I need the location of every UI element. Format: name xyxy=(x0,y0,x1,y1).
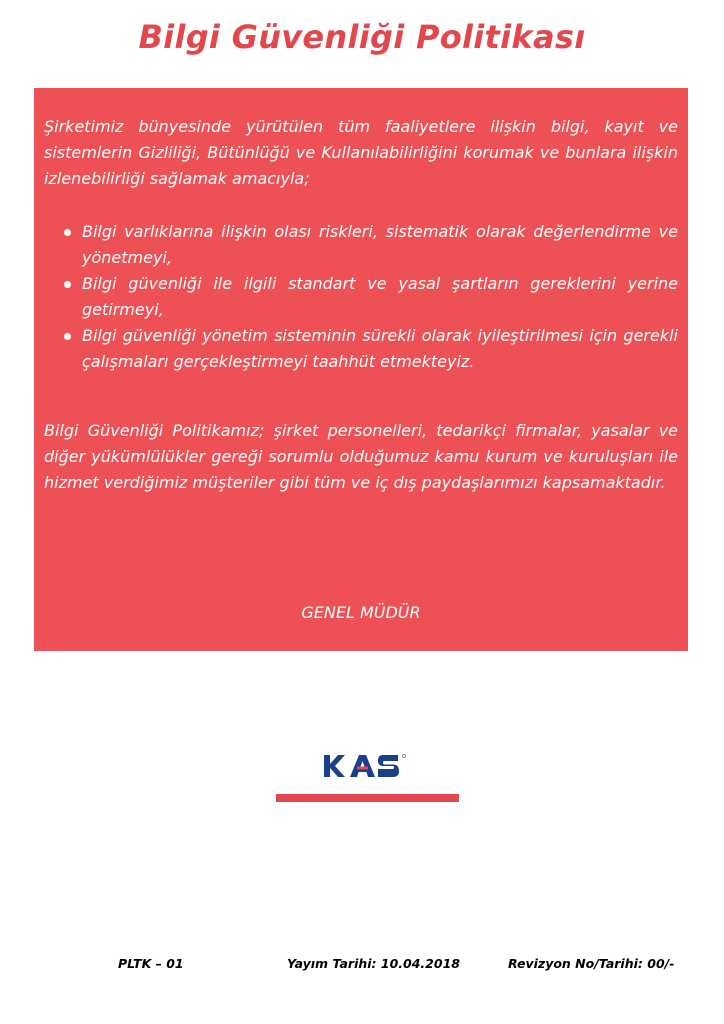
bullet-text: Bilgi güvenliği ile ilgili standart ve yasal şartların gereklerini yerine getirmeyi, xyxy=(82,274,678,319)
signature: GENEL MÜDÜR xyxy=(301,603,421,622)
footer-doc-number: PLTK – 01 xyxy=(118,956,184,971)
list-item xyxy=(44,323,678,375)
bullet-icon xyxy=(64,229,71,236)
bullet-text: Bilgi varlıklarına ilişkin olası riskleri, sistematik olarak değerlendirme ve yönetmeyi, xyxy=(82,222,678,267)
list-item xyxy=(44,271,678,323)
policy-bullet-list xyxy=(44,219,678,375)
footer-revision: Revizyon No/Tarihi: 00/- xyxy=(508,956,675,971)
list-item xyxy=(44,219,678,271)
bullet-icon xyxy=(64,281,71,288)
policy-intro: Şirketimiz bünyesinde yürütülen tüm faaliyetlere ilişkin bilgi, kayıt ve sistemlerin Gizliliği, Bütünlüğü ve Kullanılabilirliğini korumak ve bunlara ilişkin izlenebilirliği sağlamak amacıyla; xyxy=(44,117,678,188)
bullet-text: Bilgi güvenliği yönetim sisteminin sürekli olarak iyileştirilmesi için gerekli çalışmaları gerçekleştirmeyi taahhüt etmekteyiz. xyxy=(82,326,678,371)
policy-closing: Bilgi Güvenliği Politikamız; şirket personelleri, tedarikçi firmalar, yasalar ve diğer yükümlülükler gereği sorumlu olduğumuz kamu kurum ve kuruluşları ile hizmet verdiğimiz müşteriler gibi tüm ve iç dış paydaşlarımızı kapsamaktadır. xyxy=(44,421,678,492)
kas-logo xyxy=(322,751,422,781)
bullet-icon xyxy=(64,333,71,340)
page-title: Bilgi Güvenliği Politikası xyxy=(138,18,586,56)
divider xyxy=(276,794,459,802)
footer-publish-date: Yayım Tarihi: 10.04.2018 xyxy=(287,956,460,971)
policy-box xyxy=(34,88,688,651)
